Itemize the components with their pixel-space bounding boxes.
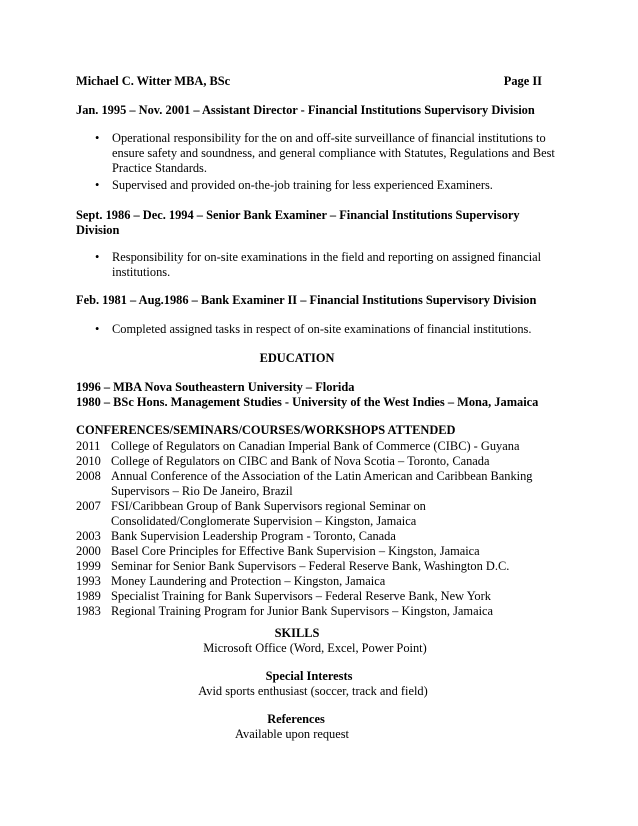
conference-year: 2007 [76,499,101,513]
education-heading: EDUCATION [259,351,335,365]
conference-text: Seminar for Senior Bank Supervisors – Federal Reserve Bank, Washington D.C. [111,559,510,573]
duty-text: Supervised and provided on-the-job training for less experienced Examiners. [112,178,493,192]
conference-text: Annual Conference of the Association of the Latin American and Caribbean Banking Supervisors – Rio De Janeiro, Brazil [111,469,533,498]
bullet-icon: • [95,250,100,264]
conference-text: Money Laundering and Protection – Kingston, Jamaica [111,574,386,588]
conference-year: 1993 [76,574,101,588]
list-item [76,604,556,619]
list-item [76,529,556,544]
skills-heading: SKILLS [274,626,320,640]
conference-text: Regional Training Program for Junior Bank Supervisors – Kingston, Jamaica [111,604,494,618]
list-item [76,559,556,574]
conference-year: 2011 [76,439,101,453]
references-heading: References [267,712,325,726]
education-bsc: 1980 – BSc Hons. Management Studies - University of the West Indies – Mona, Jamaica [76,395,539,409]
list-item [76,469,556,499]
conference-year: 1999 [76,559,101,573]
interests-text: Avid sports enthusiast (soccer, track and field) [198,684,428,698]
list-item [76,131,566,176]
skills-text: Microsoft Office (Word, Excel, Power Point) [203,641,427,655]
duty-text: Responsibility for on-site examinations in the field and reporting on assigned financial institutions. [112,250,542,279]
list-item [76,322,566,337]
bullet-icon: • [95,131,100,145]
bullet-icon: • [95,178,100,192]
conference-year: 2000 [76,544,101,558]
candidate-name: Michael C. Witter MBA, BSc [76,74,231,88]
list-item [76,439,556,454]
education-mba: 1996 – MBA Nova Southeastern University – Florida [76,380,355,394]
conference-year: 2003 [76,529,101,543]
job-2-duties [76,250,566,280]
page-header [76,74,542,90]
conference-text: College of Regulators on CIBC and Bank of Nova Scotia – Toronto, Canada [111,454,490,468]
job-title-1: Jan. 1995 – Nov. 2001 – Assistant Director - Financial Institutions Supervisory Division [76,103,535,117]
list-item [76,178,566,193]
conferences-list [76,439,556,619]
conference-year: 2010 [76,454,101,468]
conference-text: FSI/Caribbean Group of Bank Supervisors regional Seminar on Consolidated/Conglomerate Supervision – Kingston, Jamaica [111,499,426,528]
duty-text: Operational responsibility for the on and off-site surveillance of financial institutions to ensure safety and soundness, and general compliance with Statutes, Regulations and Best Practice Standards. [112,131,555,175]
conference-text: Basel Core Principles for Effective Bank Supervision – Kingston, Jamaica [111,544,480,558]
page-number: Page II [503,74,542,88]
job-title-3: Feb. 1981 – Aug.1986 – Bank Examiner II – Financial Institutions Supervisory Division [76,293,537,307]
conferences-heading: CONFERENCES/SEMINARS/COURSES/WORKSHOPS ATTENDED [76,423,456,437]
conference-text: Specialist Training for Bank Supervisors – Federal Reserve Bank, New York [111,589,491,603]
conference-year: 2008 [76,469,101,483]
conference-text: College of Regulators on Canadian Imperial Bank of Commerce (CIBC) - Guyana [111,439,520,453]
bullet-icon: • [95,322,100,336]
job-3-duties [76,322,566,337]
list-item [76,544,556,559]
list-item [76,250,566,280]
duty-text: Completed assigned tasks in respect of on-site examinations of financial institutions. [112,322,532,336]
list-item [76,454,556,469]
references-text: Available upon request [234,727,349,741]
job-title-2: Sept. 1986 – Dec. 1994 – Senior Bank Examiner – Financial Institutions Supervisory Division [76,208,520,237]
conference-year: 1989 [76,589,101,603]
interests-heading: Special Interests [265,669,353,683]
list-item [76,499,556,529]
list-item [76,589,556,604]
conference-year: 1983 [76,604,101,618]
conference-text: Bank Supervision Leadership Program - Toronto, Canada [111,529,396,543]
job-1-duties [76,131,566,193]
list-item [76,574,556,589]
